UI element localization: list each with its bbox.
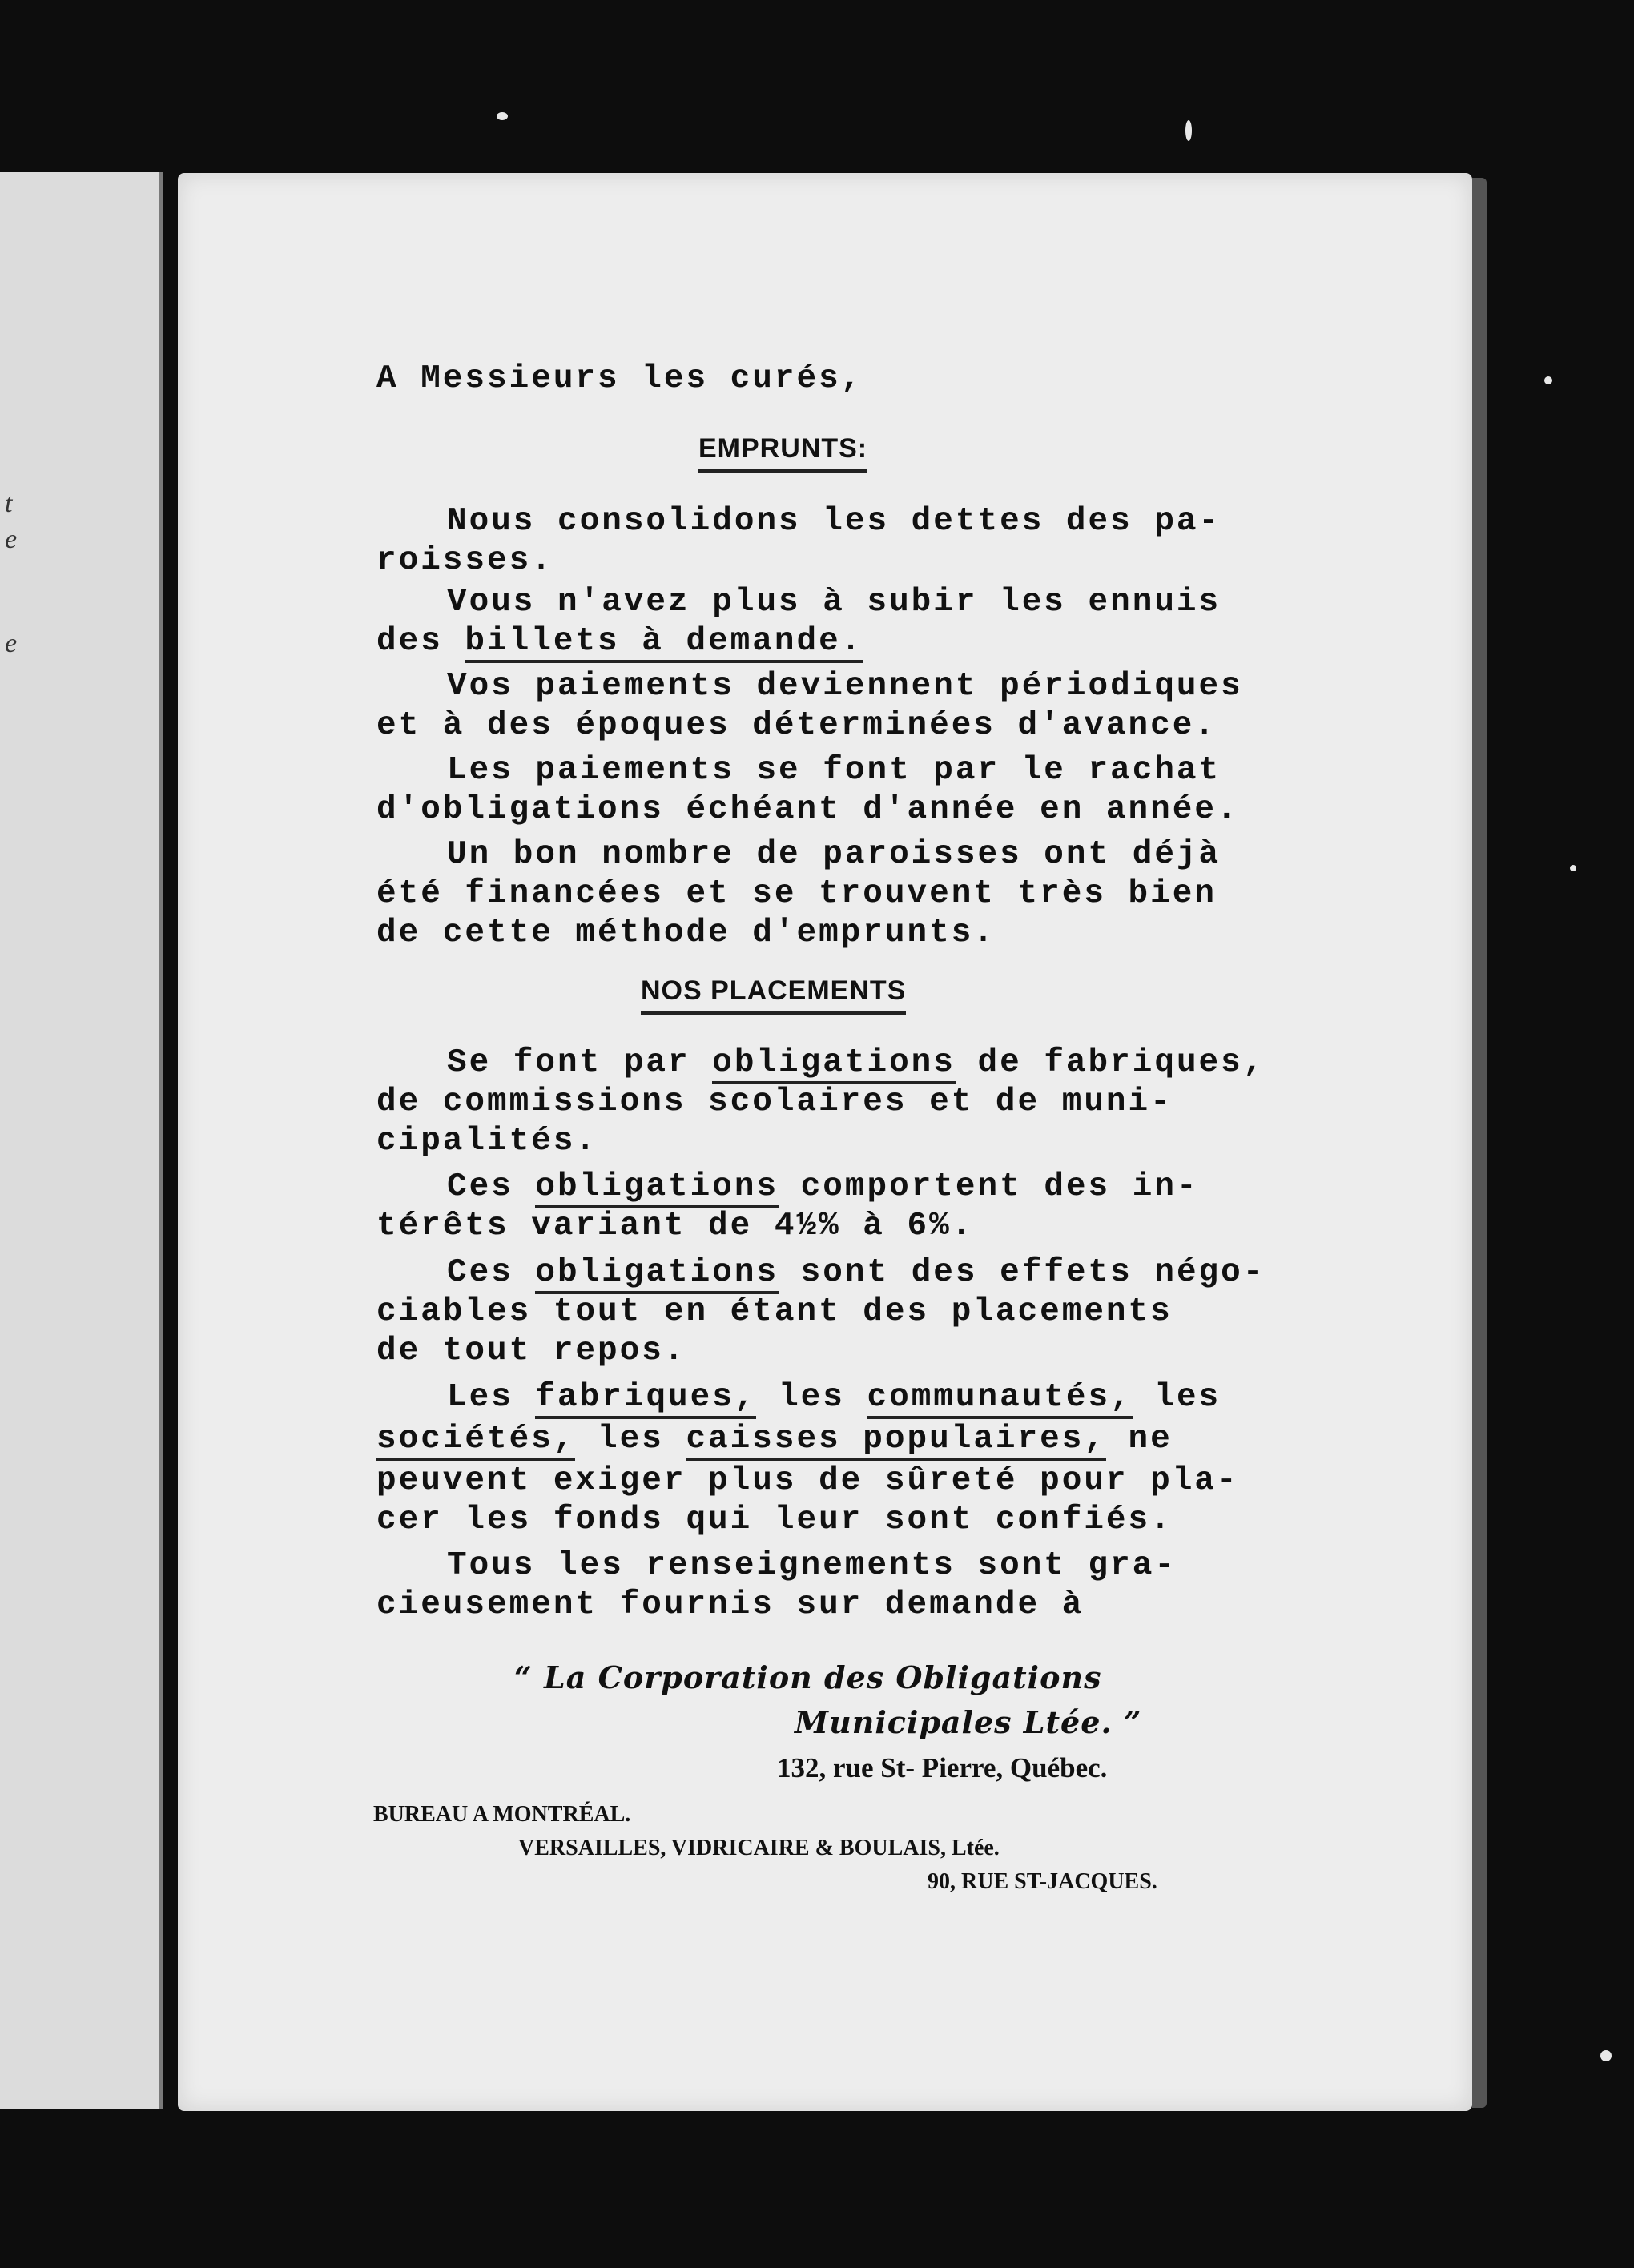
text-line: Un bon nombre de paroisses ont déjà	[447, 836, 1221, 873]
underlined-text: obligations	[535, 1168, 779, 1208]
left-page-edge	[0, 172, 163, 2109]
text-line: Les paiements se font par le rachat	[447, 752, 1221, 789]
underlined-text: communautés,	[867, 1379, 1133, 1419]
underlined-text: sociétés,	[376, 1421, 575, 1461]
underlined-text: obligations	[712, 1044, 956, 1084]
text-fragment: Se font par	[447, 1044, 713, 1081]
text-fragment: de fabriques,	[955, 1044, 1266, 1081]
heading-emprunts: EMPRUNTS:	[698, 433, 867, 473]
text-line: Nous consolidons les dettes des pa-	[447, 503, 1221, 540]
left-page-fragment: e	[5, 629, 18, 658]
text-line	[447, 1379, 1221, 1416]
text-fragment: les	[575, 1421, 686, 1458]
text-line	[447, 1044, 1265, 1081]
text-line: et à des époques déterminées d'avance.	[376, 707, 1217, 744]
text-line: ciables tout en étant des placements	[376, 1293, 1173, 1330]
firm-name: VERSAILLES, VIDRICAIRE & BOULAIS, Ltée.	[518, 1836, 1000, 1860]
text-line	[376, 623, 863, 660]
underlined-text: billets à demande.	[465, 623, 863, 663]
text-line: de cette méthode d'emprunts.	[376, 915, 996, 951]
film-dust	[1570, 865, 1576, 871]
left-page-fragment: e	[5, 525, 18, 554]
text-fragment: les	[1132, 1379, 1221, 1416]
text-fragment: comportent des in-	[779, 1168, 1199, 1205]
text-line: cieusement fournis sur demande à	[376, 1586, 1085, 1623]
text-fragment: des	[376, 623, 465, 660]
heading-nos-placements: NOS PLACEMENTS	[641, 975, 906, 1015]
text-line: cipalités.	[376, 1123, 598, 1160]
corporation-address: 132, rue St- Pierre, Québec.	[777, 1752, 1108, 1783]
firm-street: 90, RUE ST-JACQUES.	[928, 1869, 1157, 1894]
text-line: roisses.	[376, 542, 553, 579]
text-line	[447, 1168, 1199, 1205]
text-line: Vos paiements deviennent périodiques	[447, 668, 1243, 705]
text-line: d'obligations échéant d'année en année.	[376, 791, 1239, 828]
text-line: peuvent exiger plus de sûreté pour pla-	[376, 1462, 1239, 1499]
text-line	[376, 1421, 1173, 1458]
corporation-name-line2: Municipales Ltée. ”	[795, 1704, 1142, 1740]
text-fragment: ne	[1105, 1421, 1173, 1458]
film-dust	[1185, 120, 1192, 141]
left-page-fragment: t	[5, 489, 13, 518]
bureau-montreal: BUREAU A MONTRÉAL.	[373, 1802, 631, 1827]
underlined-text: obligations	[535, 1254, 779, 1294]
text-line: Vous n'avez plus à subir les ennuis	[447, 584, 1221, 621]
page-shadow-edge	[1472, 178, 1487, 2108]
underlined-text: caisses populaires,	[686, 1421, 1105, 1461]
document-page	[178, 173, 1472, 2111]
text-fragment: Ces	[447, 1168, 536, 1205]
text-line	[447, 1254, 1265, 1291]
underlined-text: fabriques,	[535, 1379, 756, 1419]
corporation-name-line1: “ La Corporation des Obligations	[514, 1659, 1102, 1695]
text-fragment: Ces	[447, 1254, 536, 1291]
text-fragment: Les	[447, 1379, 536, 1416]
text-line: Tous les renseignements sont gra-	[447, 1547, 1177, 1584]
salutation: A Messieurs les curés,	[376, 360, 863, 397]
text-line: de tout repos.	[376, 1333, 686, 1369]
film-dust	[1600, 2050, 1612, 2061]
text-line: térêts variant de 4½% à 6%.	[376, 1208, 974, 1245]
text-line: été financées et se trouvent très bien	[376, 875, 1217, 912]
text-fragment: les	[756, 1379, 867, 1416]
text-line: de commissions scolaires et de muni-	[376, 1084, 1173, 1120]
text-fragment: sont des effets négo-	[779, 1254, 1266, 1291]
text-line: cer les fonds qui leur sont confiés.	[376, 1502, 1173, 1538]
film-dust	[497, 112, 508, 120]
film-dust	[1544, 376, 1552, 384]
